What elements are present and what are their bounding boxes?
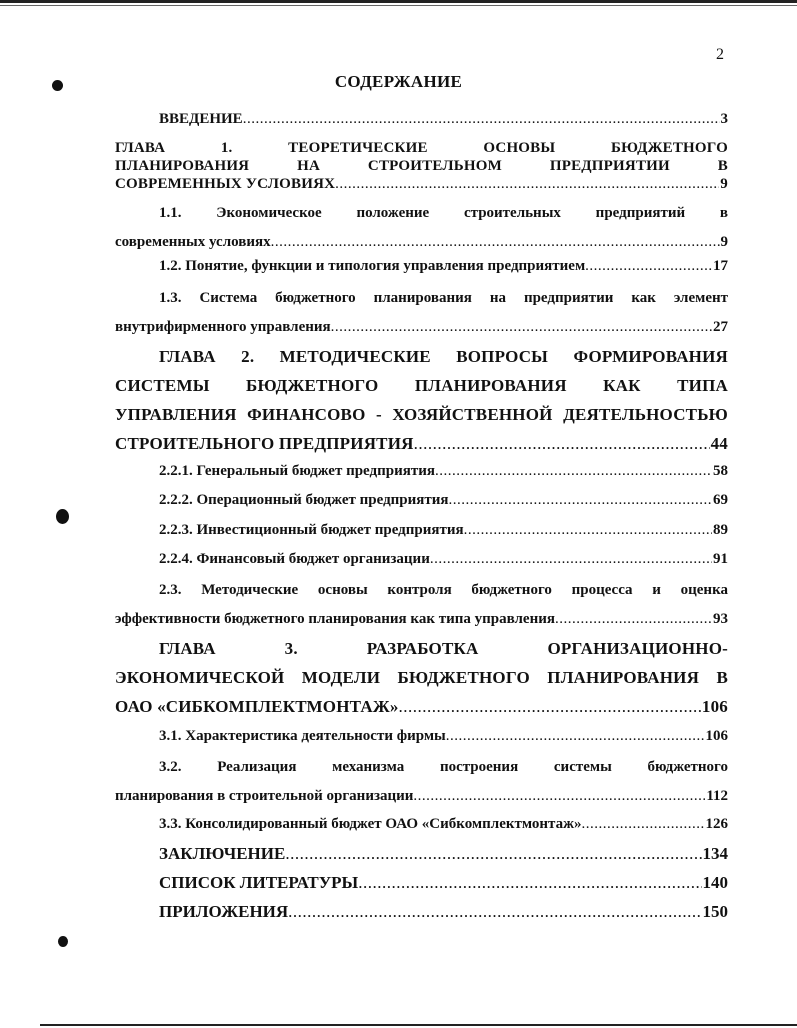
leader-dots	[335, 175, 719, 193]
toc-entry-references[interactable]	[115, 873, 728, 893]
toc-entry-page: 89	[713, 522, 728, 538]
toc-entry-line: ГЛАВА 3. РАЗРАБОТКА ОРГАНИЗАЦИОННО-	[159, 639, 728, 658]
toc-entry-chapter-1[interactable]	[115, 139, 728, 193]
toc-entry-line: ЭКОНОМИЧЕСКОЙ МОДЕЛИ БЮДЖЕТНОГО ПЛАНИРОВАНИЯ В	[115, 668, 728, 687]
scan-mark-top	[52, 80, 63, 91]
top-rule-thin	[0, 5, 797, 6]
toc-entry-title: ПРИЛОЖЕНИЯ	[159, 902, 289, 921]
toc-entry-1-2[interactable]	[115, 258, 728, 275]
leader-dots	[288, 902, 701, 922]
leader-dots	[243, 111, 720, 128]
leader-dots	[414, 429, 710, 458]
toc-entry-page: 9	[720, 176, 728, 192]
toc-entry-title: эффективности бюджетного планирования как типа управления	[115, 611, 555, 627]
toc-entry-2-2-1[interactable]	[115, 463, 728, 480]
toc-entry-title: 1.2. Понятие, функции и типология управления предприятием	[159, 258, 586, 274]
toc-entry-title: ОАО «СИБКОМПЛЕКТМОНТАЖ»	[115, 697, 399, 716]
toc-entry-title: 2.2.1. Генеральный бюджет предприятия	[159, 463, 435, 479]
leader-dots	[446, 728, 705, 745]
leader-dots	[358, 873, 701, 893]
leader-dots	[331, 313, 712, 342]
toc-entry-chapter-3[interactable]	[115, 634, 728, 721]
toc-entry-title: СПИСОК ЛИТЕРАТУРЫ	[159, 873, 359, 892]
toc-entry-title: современных условиях	[115, 234, 271, 250]
leader-dots	[413, 782, 705, 811]
leader-dots	[464, 522, 712, 539]
toc-entry-3-3[interactable]	[115, 816, 728, 833]
toc-entry-intro[interactable]	[115, 111, 728, 128]
toc-entry-2-3[interactable]	[115, 576, 728, 634]
leader-dots	[399, 692, 701, 721]
toc-entry-line: СИСТЕМЫ БЮДЖЕТНОГО ПЛАНИРОВАНИЯ КАК ТИПА	[115, 376, 728, 395]
toc-entry-line: 1.3. Система бюджетного планирования на предприятии как элемент	[159, 290, 728, 306]
toc-entry-2-2-4[interactable]	[115, 551, 728, 568]
toc-entry-chapter-2[interactable]	[115, 342, 728, 458]
toc-entry-page: 134	[702, 844, 728, 863]
toc-entry-page: 112	[706, 788, 728, 804]
toc-entry-3-1[interactable]	[115, 728, 728, 745]
toc-entry-page: 91	[713, 551, 728, 567]
leader-dots	[430, 551, 712, 568]
toc-entry-line: УПРАВЛЕНИЯ ФИНАНСОВО - ХОЗЯЙСТВЕННОЙ ДЕЯТЕЛЬНОСТЬЮ	[115, 405, 728, 424]
leader-dots	[435, 463, 712, 480]
toc-entry-1-1[interactable]	[115, 199, 728, 257]
toc-entry-3-2[interactable]	[115, 753, 728, 811]
toc-entry-page: 126	[705, 816, 728, 832]
toc-entry-title: 2.2.4. Финансовый бюджет организации	[159, 551, 430, 567]
toc-entry-title: ВВЕДЕНИЕ	[159, 111, 243, 127]
page-number: 2	[716, 46, 724, 63]
scan-mark-bottom	[58, 936, 68, 947]
leader-dots	[555, 605, 712, 634]
toc-entry-title: 2.2.2. Операционный бюджет предприятия	[159, 492, 449, 508]
toc-entry-line: ГЛАВА 2. МЕТОДИЧЕСКИЕ ВОПРОСЫ ФОРМИРОВАНИЯ	[159, 347, 728, 366]
toc-entry-page: 106	[705, 728, 728, 744]
leader-dots	[581, 816, 704, 833]
toc-entry-title: СОВРЕМЕННЫХ УСЛОВИЯХ	[115, 176, 336, 192]
toc-entry-line: 3.2. Реализация механизма построения системы бюджетного	[159, 759, 728, 775]
leader-dots	[585, 258, 712, 275]
toc-entry-page: 17	[713, 258, 728, 274]
leader-dots	[285, 844, 701, 864]
toc-entry-2-2-3[interactable]	[115, 522, 728, 539]
toc-entry-title: внутрифирменного управления	[115, 319, 331, 335]
toc-entry-line: 2.3. Методические основы контроля бюджетного процесса и оценка	[159, 582, 728, 598]
toc-entry-title: 2.2.3. Инвестиционный бюджет предприятия	[159, 522, 464, 538]
toc-entry-title: планирования в строительной организации	[115, 788, 414, 804]
toc-entry-line: ПЛАНИРОВАНИЯ НА СТРОИТЕЛЬНОМ ПРЕДПРИЯТИИ В	[115, 158, 728, 174]
toc-entry-1-3[interactable]	[115, 284, 728, 342]
toc-entry-2-2-2[interactable]	[115, 492, 728, 509]
toc-entry-page: 58	[713, 463, 728, 479]
toc-entry-page: 69	[713, 492, 728, 508]
toc-entry-title: 3.1. Характеристика деятельности фирмы	[159, 728, 446, 744]
toc-entry-page: 3	[720, 111, 728, 127]
bottom-rule	[40, 1024, 797, 1026]
toc-entry-page: 44	[710, 434, 728, 453]
toc-entry-title: ЗАКЛЮЧЕНИЕ	[159, 844, 286, 863]
toc-entry-line: 1.1. Экономическое положение строительных предприятий в	[159, 205, 728, 221]
toc-entry-page: 150	[702, 902, 728, 921]
toc-entry-page: 27	[713, 319, 728, 335]
scan-mark-middle	[56, 509, 69, 524]
toc-entry-conclusion[interactable]	[115, 844, 728, 864]
toc-entry-page: 106	[701, 697, 728, 716]
top-rule	[0, 0, 797, 3]
toc-entry-line: ГЛАВА 1. ТЕОРЕТИЧЕСКИЕ ОСНОВЫ БЮДЖЕТНОГО	[115, 140, 728, 156]
toc-entry-page: 140	[702, 873, 728, 892]
leader-dots	[449, 492, 712, 509]
toc-entry-appendix[interactable]	[115, 902, 728, 922]
toc-entry-title: СТРОИТЕЛЬНОГО ПРЕДПРИЯТИЯ	[115, 434, 414, 453]
page-title: СОДЕРЖАНИЕ	[334, 72, 463, 91]
toc-entry-title: 3.3. Консолидированный бюджет ОАО «Сибкомплектмонтаж»	[159, 816, 582, 832]
leader-dots	[271, 228, 720, 257]
toc-entry-page: 93	[713, 611, 728, 627]
toc-entry-page: 9	[720, 234, 728, 250]
